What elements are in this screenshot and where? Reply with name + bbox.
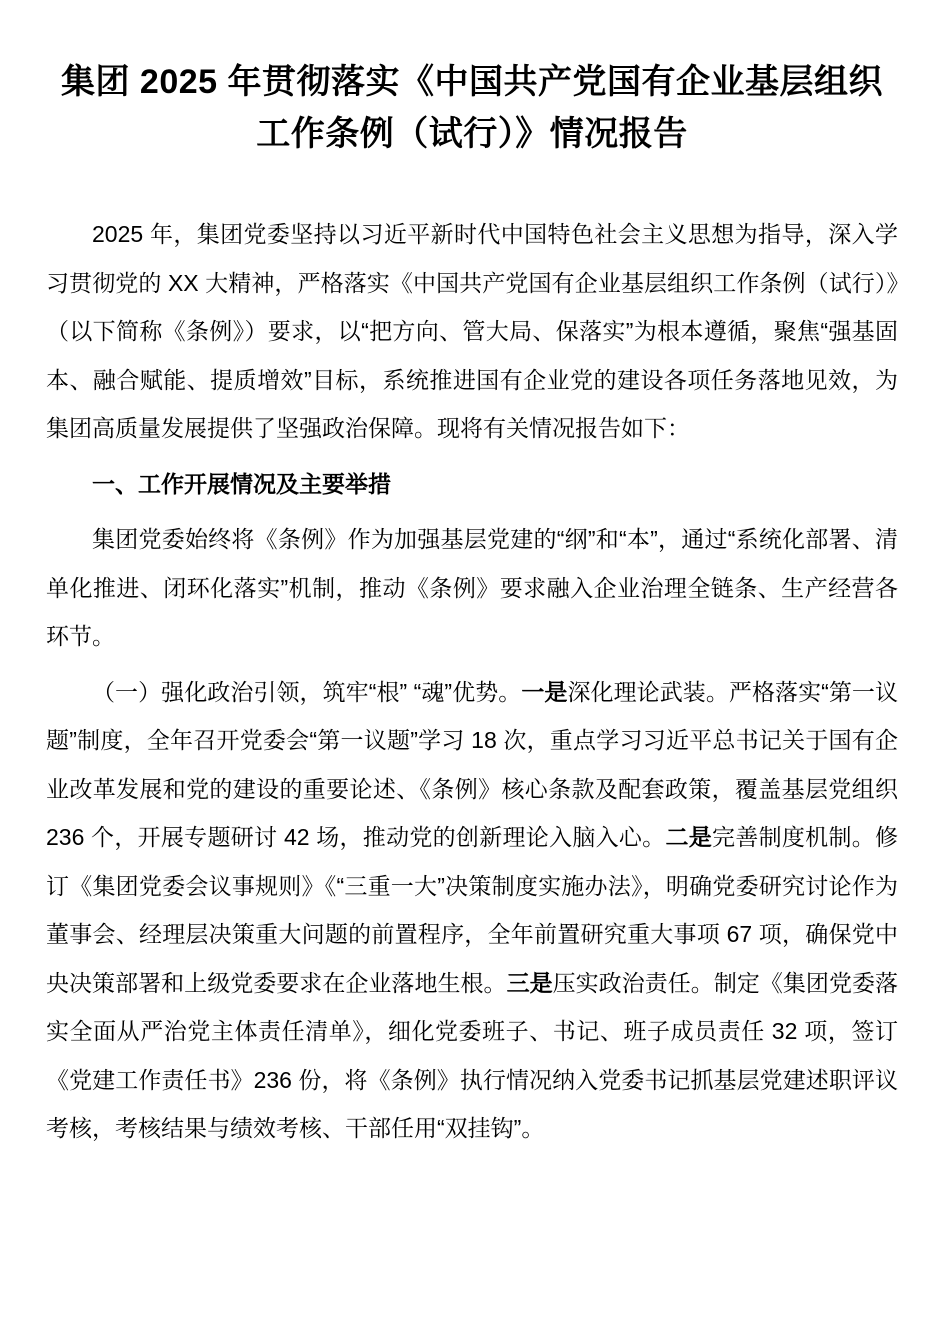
text-run: 2025 年，集团党委坚持以习近平新时代中国特色社会主义思想为指导，深入学习贯彻党的 XX 大精神，严格落实《中国共产党国有企业基层组织工作条例（试行）》（以下简称《条例》）要求，以“把方向、管大局、保落实”为根本遵循，聚焦“强基固本、融合赋能、提质增效”目标，系统推进国有企业党的建设各项任务落地见效，为集团高质量发展提供了坚强政治保障。现将有关情况报告如下： [46,221,898,441]
emphasis-run: 三是 [506,969,553,996]
paragraph [46,668,898,1153]
text-run: 压实政治责任。制定《集团党委落实全面从严治党主体责任清单》，细化党委班子、书记、班子成员责任 32 项，签订《党建工作责任书》236 份，将《条例》执行情况纳入党委书记抓基层党建述职评议考核，考核结果与绩效考核、干部任用“双挂钩”。 [46,969,899,1141]
emphasis-run: 一、工作开展情况及主要举措 [92,470,391,497]
text-run: （一）强化政治引领，筑牢“根” “魂”优势。 [92,678,522,705]
text-run: 集团党委始终将《条例》作为加强基层党建的“纲”和“本”，通过“系统化部署、清单化推进、闭环化落实”机制，推动《条例》要求融入企业治理全链条、生产经营各环节。 [46,526,898,649]
document-body [46,210,898,1153]
section-heading [46,460,898,509]
paragraph [46,515,898,661]
emphasis-run: 一是 [521,678,568,705]
paragraph [46,210,898,453]
emphasis-run: 二是 [665,824,713,850]
text-run: 深化理论武装。严格落实“第一议题”制度，全年召开党委会“第一议题”学习 18 次，重点学习习近平总书记关于国有企业改革发展和党的建设的重要论述、《条例》核心条款及配套政策，覆盖基层党组织 236 个，开展专题研讨 42 场，推动党的创新理论入脑入心。 [46,678,898,850]
document-title: 集团 2025 年贯彻落实《中国共产党国有企业基层组织工作条例（试行）》情况报告 [60,63,884,153]
text-run: 完善制度机制。修订《集团党委会议事规则》《“三重一大”决策制度实施办法》，明确党委研究讨论作为董事会、经理层决策重大问题的前置程序，全年前置研究重大事项 67 项，确保党中央决策部署和上级党委要求在企业落地生根。 [46,824,899,996]
